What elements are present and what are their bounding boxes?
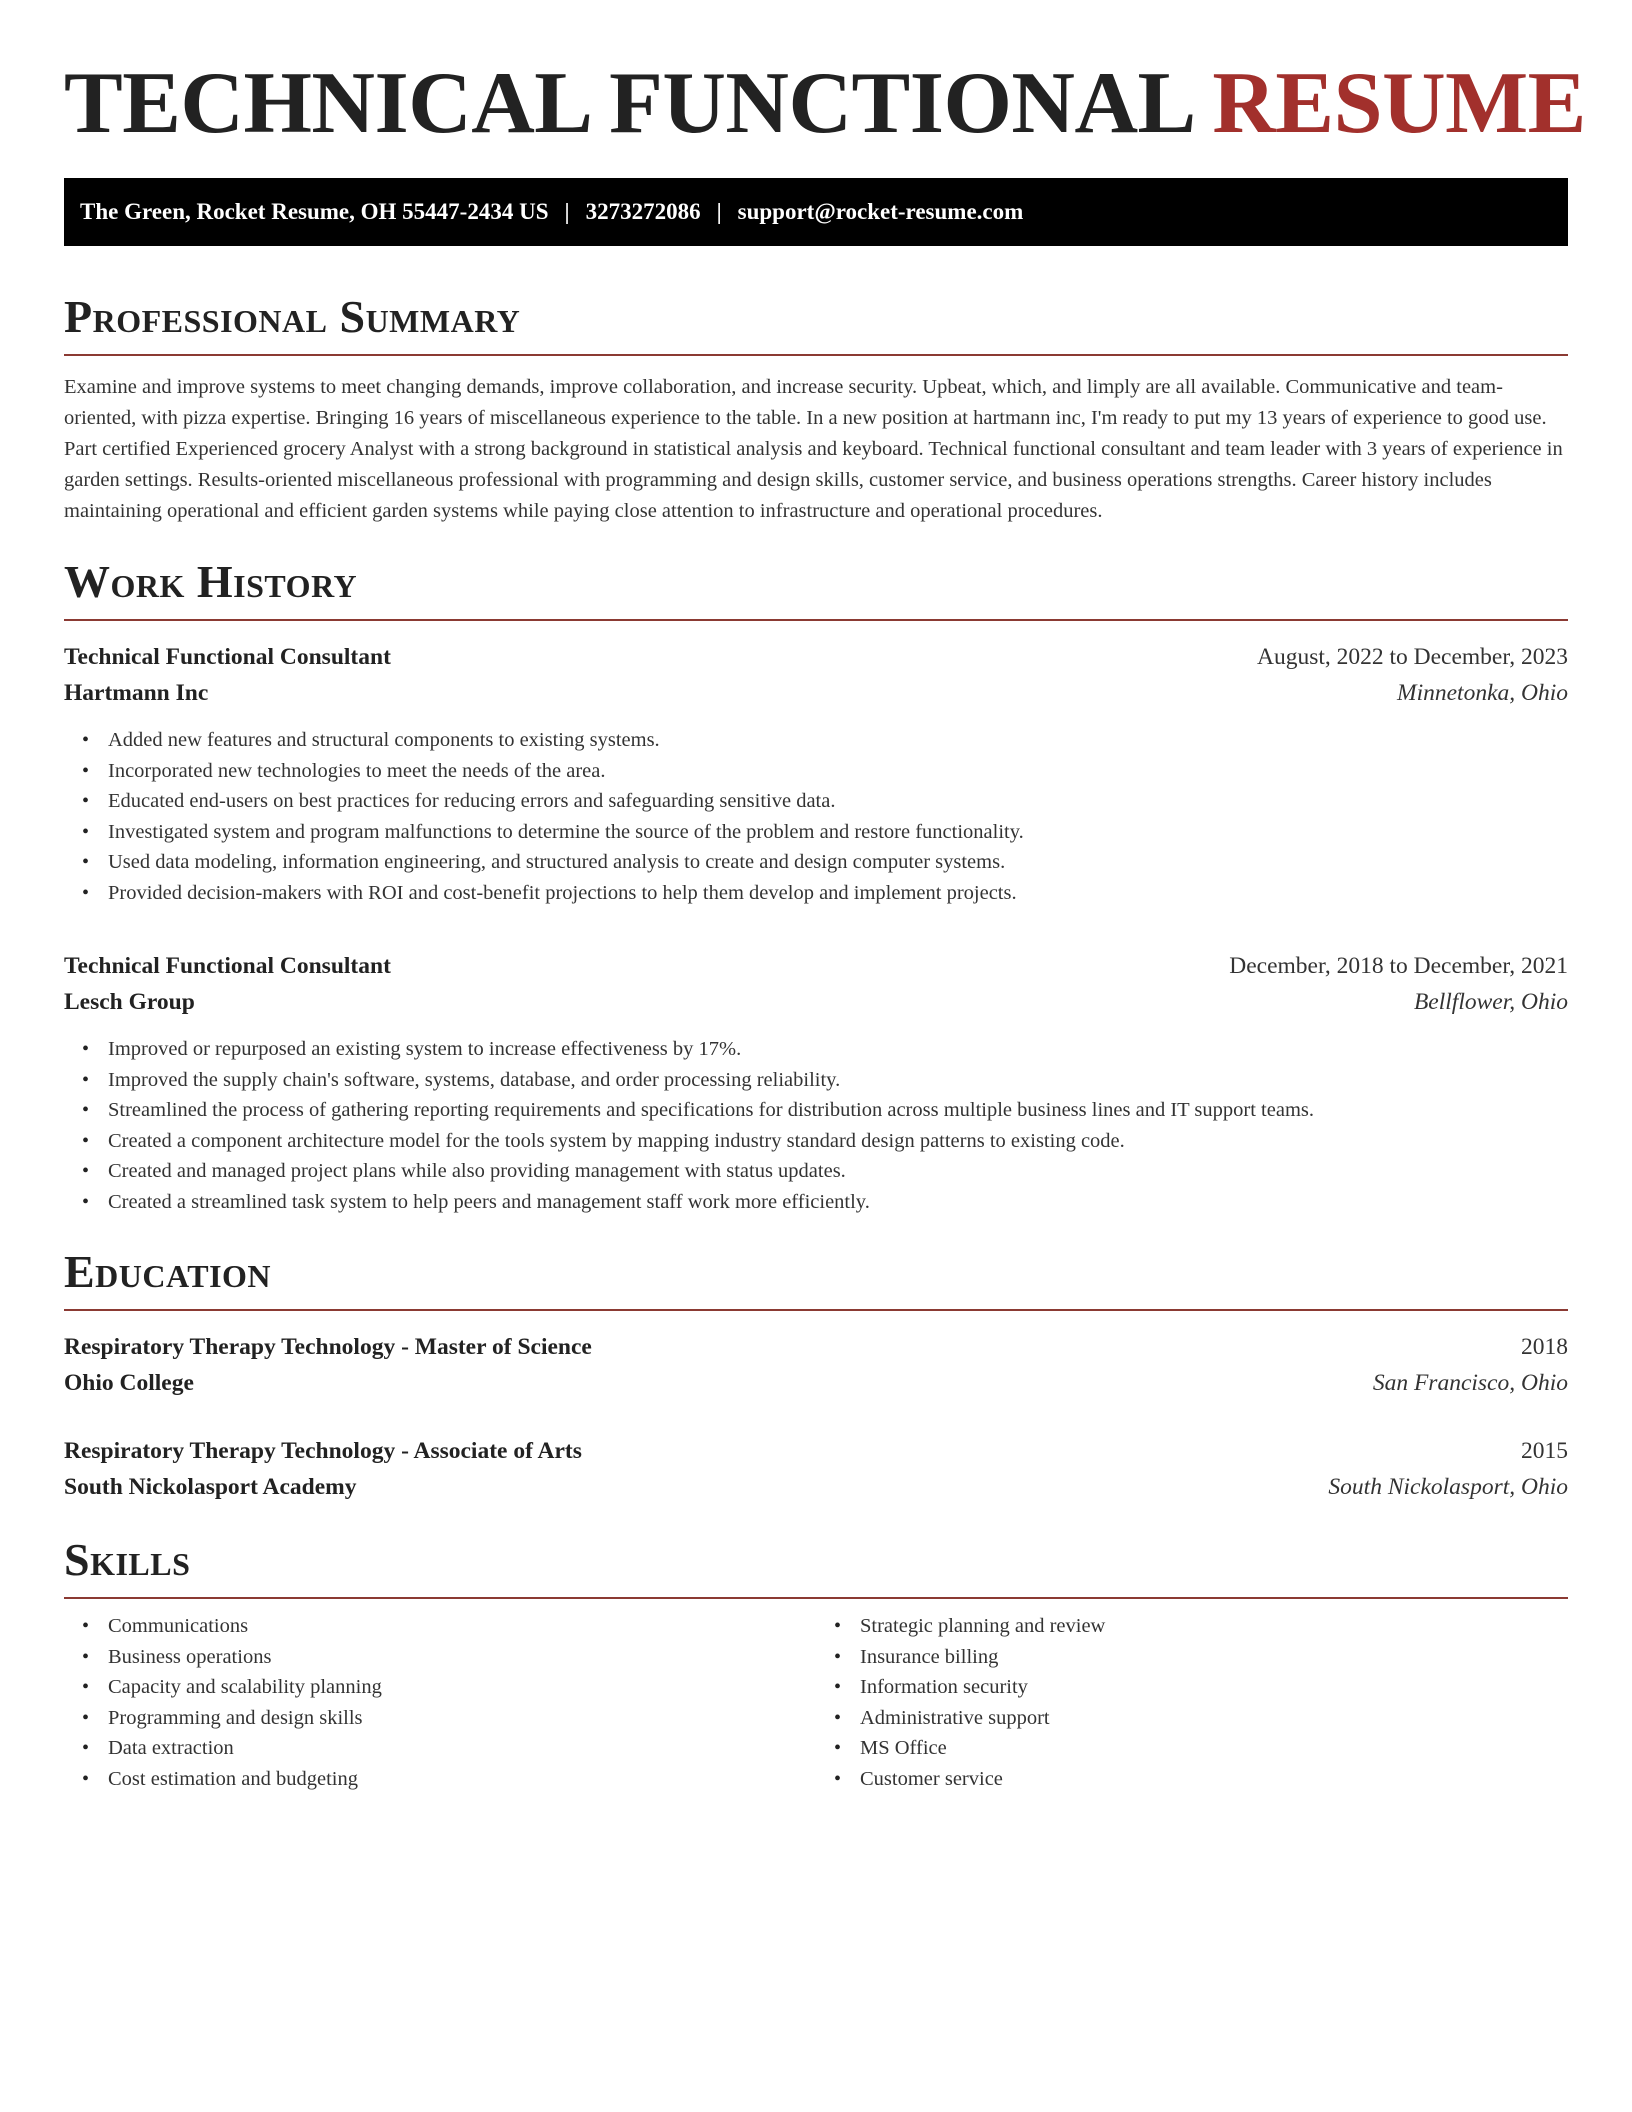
job-position: Technical Functional Consultant — [64, 644, 391, 670]
skill-item: • Information security — [860, 1672, 1568, 1703]
skills-left-column — [64, 1611, 816, 1794]
list-item: • Educated end-users on best practices for reducing errors and safeguarding sensitive data. — [108, 786, 1568, 817]
summary-text: Examine and improve systems to meet changing demands, improve collaboration, and increase security. Upbeat, which, and limply are all available. Communicative and team-oriented, with pizza expertise. Bringing 16 years of miscellaneous experience to the table. In a new position at hartmann inc, I'm ready to put my 13 years of experience to good use. Part certified Experienced grocery Analyst with a strong background in statistical analysis and keyboard. Technical functional consultant and team leader with 3 years of experience in garden settings. Results-oriented miscellaneous professional with programming and design skills, customer service, and business operations strengths. Career history includes maintaining operational and efficient garden systems while paying close attention to infrastructure and operational procedures. — [64, 376, 1563, 522]
job-dates: August, 2022 to December, 2023 — [1256, 644, 1568, 670]
skill-item: • Customer service — [860, 1764, 1568, 1795]
contact-phone: 3273272086 — [585, 199, 701, 224]
summary-heading: Professional Summary — [64, 292, 1568, 356]
education-heading: Education — [64, 1247, 1568, 1311]
skills-heading: Skills — [64, 1535, 1568, 1599]
contact-address: The Green, Rocket Resume, OH 55447-2434 US — [80, 199, 549, 224]
education-entry — [64, 1329, 1568, 1401]
skill-item: • Programming and design skills — [108, 1703, 816, 1734]
job-company: Lesch Group — [64, 989, 195, 1015]
skills-columns — [64, 1611, 1568, 1794]
skills-right-column — [816, 1611, 1568, 1794]
contact-separator: | — [716, 199, 722, 224]
skill-item: • Capacity and scalability planning — [108, 1672, 816, 1703]
skill-item: • Insurance billing — [860, 1642, 1568, 1673]
resume-title — [64, 55, 1586, 152]
education-degree: Respiratory Therapy Technology - Master of Science — [64, 1334, 592, 1360]
list-item: • Created and managed project plans while also providing management with status updates. — [108, 1156, 1568, 1187]
education-year: 2018 — [1521, 1334, 1568, 1360]
skill-item: • Strategic planning and review — [860, 1611, 1568, 1642]
list-item: • Incorporated new technologies to meet the needs of the area. — [108, 756, 1568, 787]
skill-item: • Cost estimation and budgeting — [108, 1764, 816, 1795]
job-entry — [64, 639, 1568, 908]
skill-item: • Data extraction — [108, 1733, 816, 1764]
list-item: • Improved or repurposed an existing system to increase effectiveness by 17%. — [108, 1034, 1568, 1065]
work-history-section — [64, 557, 1568, 1217]
list-item: • Provided decision-makers with ROI and cost-benefit projections to help them develop and implement projects. — [108, 878, 1568, 909]
contact-email: support@rocket-resume.com — [737, 199, 1024, 224]
list-item: • Investigated system and program malfunctions to determine the source of the problem and restore functionality. — [108, 817, 1568, 848]
job-bullets — [64, 725, 1568, 908]
resume-title-accent: RESUME — [1212, 55, 1586, 152]
contact-separator: | — [564, 199, 570, 224]
job-bullets — [64, 1034, 1568, 1217]
resume-title-main: TECHNICAL FUNCTIONAL — [64, 55, 1213, 152]
education-location: South Nickolasport, Ohio — [1328, 1474, 1568, 1500]
education-entry — [64, 1433, 1568, 1505]
skill-item: • MS Office — [860, 1733, 1568, 1764]
education-location: San Francisco, Ohio — [1372, 1370, 1568, 1396]
list-item: • Added new features and structural components to existing systems. — [108, 725, 1568, 756]
list-item: • Used data modeling, information engineering, and structured analysis to create and design computer systems. — [108, 847, 1568, 878]
skill-item: • Communications — [108, 1611, 816, 1642]
contact-bar — [64, 178, 1568, 246]
job-entry — [64, 948, 1568, 1217]
job-dates: December, 2018 to December, 2021 — [1229, 953, 1568, 979]
skill-item: • Business operations — [108, 1642, 816, 1673]
list-item: • Created a component architecture model for the tools system by mapping industry standard design patterns to existing code. — [108, 1126, 1568, 1157]
education-section — [64, 1247, 1568, 1505]
work-history-heading: Work History — [64, 557, 1568, 621]
job-location: Minnetonka, Ohio — [1397, 680, 1568, 706]
education-year: 2015 — [1521, 1438, 1568, 1464]
job-company: Hartmann Inc — [64, 680, 209, 706]
education-degree: Respiratory Therapy Technology - Associate of Arts — [64, 1438, 582, 1464]
skill-item: • Administrative support — [860, 1703, 1568, 1734]
summary-section — [64, 292, 1568, 527]
education-school: South Nickolasport Academy — [64, 1474, 357, 1500]
skills-section — [64, 1535, 1568, 1794]
list-item: • Improved the supply chain's software, systems, database, and order processing reliability. — [108, 1065, 1568, 1096]
job-position: Technical Functional Consultant — [64, 953, 391, 979]
list-item: • Streamlined the process of gathering reporting requirements and specifications for distribution across multiple business lines and IT support teams. — [108, 1095, 1568, 1126]
job-location: Bellflower, Ohio — [1413, 989, 1568, 1015]
list-item: • Created a streamlined task system to help peers and management staff work more efficiently. — [108, 1187, 1568, 1218]
education-school: Ohio College — [64, 1370, 194, 1396]
